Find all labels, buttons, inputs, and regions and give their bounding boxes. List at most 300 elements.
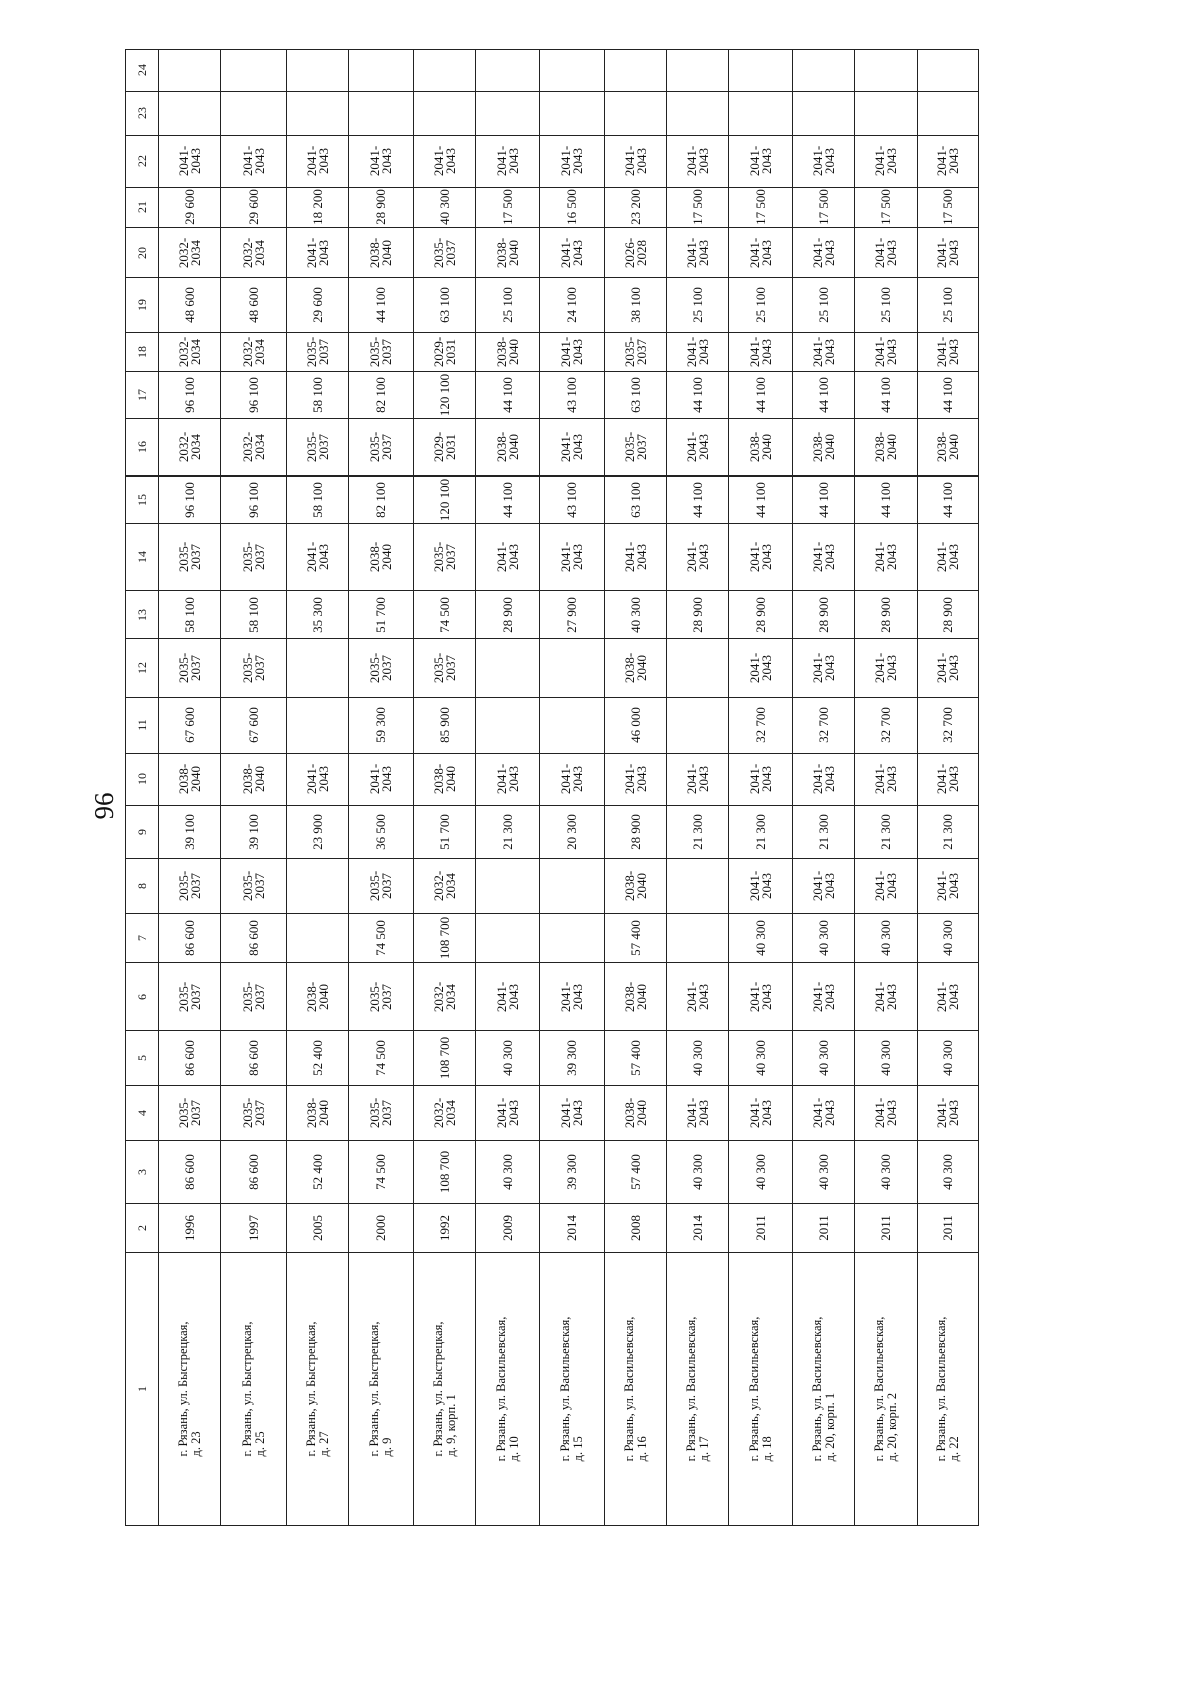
header-label: 15: [135, 493, 149, 506]
table-cell-r13-c24: [917, 49, 979, 92]
cell-value: 2035- 2037: [303, 336, 331, 367]
cell-value: 2032- 2034: [430, 1098, 458, 1129]
header-label: 17: [135, 388, 149, 401]
table-cell-r3-c14: [286, 523, 349, 591]
cell-value: 1992: [436, 1215, 452, 1242]
cell-value: 2041- 2043: [746, 981, 774, 1012]
table-cell-r9-c15: [666, 476, 729, 524]
table-cell-r3-c9: [286, 805, 349, 859]
table-cell-r7-c24: [539, 49, 605, 92]
cell-value: 2041- 2043: [683, 541, 711, 572]
table-cell-r13-c4: [917, 1085, 979, 1141]
table-cell-r11-c7: [792, 913, 855, 964]
cell-value: 35 300: [309, 596, 325, 633]
cell-value: 74 500: [373, 1154, 388, 1191]
table-cell-r2-c14: [220, 523, 287, 591]
table-cell-r5-c21: [413, 187, 476, 228]
table-cell-r12-c14: [854, 523, 918, 591]
table-cell-r1-c23: [158, 91, 221, 136]
cell-value: 2041- 2043: [621, 541, 649, 572]
cell-value: 52 400: [309, 1154, 325, 1191]
table-cell-r5-c1: [413, 1252, 476, 1526]
cell-value: 29 600: [181, 189, 197, 226]
table-cell-r10-c17: [728, 371, 793, 420]
table-cell-r7-c4: [539, 1085, 605, 1141]
table-cell-r10-c13: [728, 590, 793, 640]
cell-value: 23 900: [309, 813, 325, 850]
table-cell-r5-c4: [413, 1085, 476, 1141]
cell-value: 2041- 2043: [934, 870, 961, 901]
cell-value: 2011: [815, 1215, 831, 1242]
cell-value: 2041- 2043: [683, 1098, 711, 1129]
table-cell-r5-c20: [413, 227, 476, 278]
table-cell-r9-c9: [666, 805, 729, 859]
cell-value: 38 100: [627, 287, 643, 324]
table-cell-r13-c12: [917, 638, 979, 698]
table-cell-r4-c19: [348, 277, 414, 333]
cell-value: 23 200: [627, 189, 643, 226]
table-cell-r12-c5: [854, 1030, 918, 1086]
table-cell-r2-c15: [220, 476, 287, 524]
cell-value: 48 600: [181, 287, 197, 324]
table-cell-r2-c9: [220, 805, 287, 859]
cell-value: 2041- 2043: [558, 336, 585, 367]
cell-value: 17 500: [752, 189, 768, 226]
cell-value: 2041- 2043: [809, 763, 837, 795]
table-cell-r4-c17: [348, 371, 414, 420]
table-cell-r8-c1: [604, 1252, 667, 1526]
table-cell-r8-c21: [604, 187, 667, 228]
cell-value: 2035- 2037: [239, 1098, 267, 1129]
cell-value: 2038- 2040: [303, 981, 331, 1012]
table-cell-r3-c11: [286, 697, 349, 753]
table-cell-r13-c23: [917, 91, 979, 136]
table-cell-r4-c5: [348, 1030, 414, 1086]
cell-value: 2038- 2040: [872, 432, 899, 463]
cell-value: 25 100: [689, 287, 705, 324]
cell-value: 2035- 2037: [175, 653, 203, 684]
table-cell-r6-c4: [475, 1085, 540, 1141]
table-cell-r9-c18: [666, 332, 729, 372]
table-cell-r13-c16: [917, 418, 979, 476]
table-cell-r1-c8: [158, 858, 221, 914]
cell-value: 17 500: [499, 189, 515, 226]
table-cell-r11-c17: [792, 371, 855, 420]
cell-value: 21 300: [499, 813, 515, 850]
table-cell-r9-c24: [666, 49, 729, 92]
table-cell-r5-c2: [413, 1203, 476, 1253]
table-cell-r7-c10: [539, 753, 605, 806]
cell-value: 2011: [752, 1215, 768, 1242]
table-cell-r4-c21: [348, 187, 414, 228]
table-cell-r11-c22: [792, 135, 855, 188]
cell-value: 40 300: [940, 1039, 955, 1076]
cell-value: 2029- 2031: [430, 336, 458, 367]
table-cell-r13-c14: [917, 523, 979, 591]
table-cell-r12-c16: [854, 418, 918, 476]
cell-value: 2041- 2043: [558, 237, 585, 268]
table-cell-r6-c21: [475, 187, 540, 228]
cell-value: 40 300: [815, 1154, 831, 1191]
table-cell-r3-c24: [286, 49, 349, 92]
cell-value: 2041- 2043: [872, 763, 899, 795]
header-cell-17: [125, 371, 159, 420]
table-cell-r8-c18: [604, 332, 667, 372]
cell-value: 2041- 2043: [367, 763, 394, 795]
cell-value: 2038- 2040: [303, 1098, 331, 1129]
table-cell-r8-c4: [604, 1085, 667, 1141]
table-cell-r6-c15: [475, 476, 540, 524]
table-cell-r2-c13: [220, 590, 287, 640]
cell-value: 2011: [878, 1215, 893, 1242]
cell-value: 2041- 2043: [239, 145, 267, 177]
table-cell-r9-c12: [666, 638, 729, 698]
table-cell-r4-c24: [348, 49, 414, 92]
cell-value: 2035- 2037: [239, 981, 267, 1012]
table-cell-r4-c8: [348, 858, 414, 914]
table-cell-r9-c10: [666, 753, 729, 806]
cell-value: 36 500: [373, 813, 388, 850]
cell-value: 28 900: [627, 813, 643, 850]
table-cell-r12-c15: [854, 476, 918, 524]
cell-value: 2032- 2034: [175, 432, 203, 463]
cell-value: 2035- 2037: [621, 432, 649, 463]
cell-value: 32 700: [878, 707, 893, 744]
table-cell-r11-c11: [792, 697, 855, 753]
cell-value: 2041- 2043: [493, 1098, 521, 1129]
cell-value: 2041- 2043: [430, 145, 458, 177]
table-cell-r5-c9: [413, 805, 476, 859]
cell-value: 44 100: [752, 481, 768, 518]
table-cell-r7-c5: [539, 1030, 605, 1086]
header-cell-8: [125, 858, 159, 914]
cell-value: 86 600: [245, 1154, 261, 1191]
table-cell-r9-c6: [666, 962, 729, 1030]
cell-value: 86 600: [245, 1039, 261, 1076]
cell-value: 25 100: [815, 287, 831, 324]
header-cell-16: [125, 418, 159, 476]
table-cell-r1-c13: [158, 590, 221, 640]
cell-value: 2011: [940, 1215, 955, 1242]
table-cell-r2-c24: [220, 49, 287, 92]
cell-value: 39 300: [564, 1039, 579, 1076]
table-cell-r10-c10: [728, 753, 793, 806]
table-cell-r7-c12: [539, 638, 605, 698]
table-cell-r9-c4: [666, 1085, 729, 1141]
table-cell-r13-c9: [917, 805, 979, 859]
cell-value: 25 100: [878, 287, 893, 324]
cell-value: 57 400: [627, 1154, 643, 1191]
cell-value: 86 600: [181, 1154, 197, 1191]
table-cell-r12-c12: [854, 638, 918, 698]
cell-value: 2041- 2043: [558, 145, 585, 177]
cell-value: 2038- 2040: [934, 432, 961, 463]
header-cell-1: [125, 1252, 159, 1526]
cell-value: 2035- 2037: [430, 541, 458, 572]
cell-value: 82 100: [373, 481, 388, 518]
cell-value: 96 100: [245, 377, 261, 413]
cell-value: 20 300: [564, 813, 579, 850]
table-cell-r11-c10: [792, 753, 855, 806]
cell-value: 2035- 2037: [367, 981, 394, 1012]
table-cell-r6-c5: [475, 1030, 540, 1086]
table-cell-r6-c20: [475, 227, 540, 278]
table-cell-r3-c1: [286, 1252, 349, 1526]
cell-value: 44 100: [878, 377, 893, 413]
table-cell-r4-c20: [348, 227, 414, 278]
header-cell-22: [125, 135, 159, 188]
table-cell-r7-c6: [539, 962, 605, 1030]
cell-value: 28 900: [499, 596, 515, 633]
cell-value: 2041- 2043: [303, 541, 331, 572]
cell-value: 2041- 2043: [746, 145, 774, 177]
table-cell-r9-c7: [666, 913, 729, 964]
table-cell-r13-c8: [917, 858, 979, 914]
table-cell-r3-c12: [286, 638, 349, 698]
header-cell-19: [125, 277, 159, 333]
table-cell-r3-c18: [286, 332, 349, 372]
table-cell-r8-c3: [604, 1140, 667, 1204]
cell-value: 2035- 2037: [367, 336, 394, 367]
cell-value: 2041- 2043: [683, 981, 711, 1012]
cell-value: 57 400: [627, 920, 643, 957]
table-cell-r3-c16: [286, 418, 349, 476]
table-cell-r6-c22: [475, 135, 540, 188]
table-cell-r1-c7: [158, 913, 221, 964]
table-cell-r2-c6: [220, 962, 287, 1030]
cell-value: г. Рязань, ул. Быстрецкая, д. 9: [367, 1321, 394, 1457]
cell-value: г. Рязань, ул. Васильевская, д. 15: [558, 1316, 585, 1462]
cell-value: 2035- 2037: [303, 432, 331, 463]
table-cell-r2-c1: [220, 1252, 287, 1526]
cell-value: 2032- 2034: [239, 336, 267, 367]
cell-value: 2014: [689, 1215, 705, 1242]
cell-value: 2041- 2043: [934, 653, 961, 684]
table-cell-r10-c6: [728, 962, 793, 1030]
cell-value: 2008: [627, 1215, 643, 1242]
cell-value: г. Рязань, ул. Быстрецкая, д. 9, корп. 1: [430, 1321, 458, 1457]
table-cell-r11-c20: [792, 227, 855, 278]
cell-value: 2041- 2043: [809, 1098, 837, 1129]
table-cell-r11-c5: [792, 1030, 855, 1086]
cell-value: 2005: [309, 1215, 325, 1242]
table-cell-r1-c1: [158, 1252, 221, 1526]
table-cell-r11-c15: [792, 476, 855, 524]
cell-value: 2035- 2037: [430, 653, 458, 684]
header-cell-20: [125, 227, 159, 278]
header-cell-21: [125, 187, 159, 228]
table-cell-r12-c21: [854, 187, 918, 228]
cell-value: 51 700: [436, 813, 452, 850]
cell-value: 2041- 2043: [746, 336, 774, 367]
cell-value: 40 300: [627, 596, 643, 633]
header-label: 23: [135, 107, 149, 120]
cell-value: г. Рязань, ул. Быстрецкая, д. 25: [239, 1321, 267, 1457]
header-cell-6: [125, 962, 159, 1030]
table-cell-r7-c14: [539, 523, 605, 591]
table-cell-r6-c14: [475, 523, 540, 591]
cell-value: 2041- 2043: [934, 336, 961, 367]
table-cell-r1-c4: [158, 1085, 221, 1141]
header-cell-23: [125, 91, 159, 136]
table-cell-r2-c19: [220, 277, 287, 333]
cell-value: 52 400: [309, 1039, 325, 1076]
cell-value: 44 100: [815, 377, 831, 413]
table-cell-r7-c17: [539, 371, 605, 420]
cell-value: 86 600: [181, 920, 197, 957]
table-cell-r5-c15: [413, 476, 476, 524]
table-cell-r1-c17: [158, 371, 221, 420]
table-cell-r9-c23: [666, 91, 729, 136]
table-cell-r13-c18: [917, 332, 979, 372]
table-cell-r3-c8: [286, 858, 349, 914]
cell-value: 44 100: [499, 481, 515, 518]
table-cell-r11-c9: [792, 805, 855, 859]
table-cell-r6-c3: [475, 1140, 540, 1204]
cell-value: 2041- 2043: [683, 336, 711, 367]
cell-value: 2041- 2043: [175, 145, 203, 177]
cell-value: 2041- 2043: [934, 145, 961, 177]
table-cell-r12-c8: [854, 858, 918, 914]
table-cell-r8-c23: [604, 91, 667, 136]
cell-value: 58 100: [309, 481, 325, 518]
table-cell-r12-c7: [854, 913, 918, 964]
table-cell-r5-c14: [413, 523, 476, 591]
cell-value: 2035- 2037: [175, 981, 203, 1012]
cell-value: 16 500: [564, 189, 579, 226]
header-label: 7: [135, 935, 149, 942]
table-cell-r11-c2: [792, 1203, 855, 1253]
cell-value: 44 100: [499, 377, 515, 413]
table-cell-r6-c16: [475, 418, 540, 476]
cell-value: 2041- 2043: [621, 763, 649, 795]
cell-value: 40 300: [752, 1039, 768, 1076]
cell-value: 2026- 2028: [621, 237, 649, 268]
cell-value: 40 300: [940, 920, 955, 957]
table-cell-r12-c9: [854, 805, 918, 859]
cell-value: 2041- 2043: [809, 145, 837, 177]
cell-value: 25 100: [940, 287, 955, 324]
table-cell-r5-c12: [413, 638, 476, 698]
table-cell-r3-c3: [286, 1140, 349, 1204]
cell-value: 74 500: [436, 596, 452, 633]
cell-value: 2041- 2043: [872, 653, 899, 684]
cell-value: 108 700: [436, 917, 452, 960]
table-cell-r5-c23: [413, 91, 476, 136]
table-cell-r11-c21: [792, 187, 855, 228]
table-cell-r3-c21: [286, 187, 349, 228]
cell-value: 82 100: [373, 377, 388, 413]
cell-value: 2038- 2040: [239, 763, 267, 795]
cell-value: 2041- 2043: [746, 653, 774, 684]
table-cell-r13-c22: [917, 135, 979, 188]
table-cell-r4-c16: [348, 418, 414, 476]
table-cell-r11-c18: [792, 332, 855, 372]
cell-value: 44 100: [373, 287, 388, 324]
header-label: 1: [135, 1386, 149, 1393]
table-cell-r2-c23: [220, 91, 287, 136]
cell-value: 39 300: [564, 1154, 579, 1191]
table-cell-r13-c13: [917, 590, 979, 640]
table-cell-r5-c5: [413, 1030, 476, 1086]
header-cell-18: [125, 332, 159, 372]
cell-value: г. Рязань, ул. Быстрецкая, д. 27: [303, 1321, 331, 1457]
cell-value: 2035- 2037: [239, 870, 267, 901]
table-cell-r13-c6: [917, 962, 979, 1030]
table-cell-r4-c12: [348, 638, 414, 698]
table-cell-r7-c7: [539, 913, 605, 964]
cell-value: 17 500: [815, 189, 831, 226]
table-cell-r2-c21: [220, 187, 287, 228]
cell-value: 96 100: [181, 377, 197, 413]
cell-value: 2041- 2043: [934, 541, 961, 572]
cell-value: 44 100: [815, 481, 831, 518]
table-cell-r9-c5: [666, 1030, 729, 1086]
cell-value: 2038- 2040: [493, 336, 521, 367]
table-cell-r10-c20: [728, 227, 793, 278]
cell-value: г. Рязань, ул. Васильевская, д. 16: [621, 1316, 649, 1462]
cell-value: 29 600: [245, 189, 261, 226]
table-cell-r10-c19: [728, 277, 793, 333]
table-cell-r3-c7: [286, 913, 349, 964]
table-cell-r7-c22: [539, 135, 605, 188]
table-cell-r7-c3: [539, 1140, 605, 1204]
cell-value: 2041- 2043: [558, 432, 585, 463]
table-cell-r13-c3: [917, 1140, 979, 1204]
table-cell-r4-c18: [348, 332, 414, 372]
cell-value: 2041- 2043: [809, 653, 837, 684]
cell-value: 57 400: [627, 1039, 643, 1076]
table-cell-r12-c4: [854, 1085, 918, 1141]
cell-value: 40 300: [499, 1039, 515, 1076]
cell-value: 44 100: [752, 377, 768, 413]
table-cell-r13-c15: [917, 476, 979, 524]
cell-value: 43 100: [564, 377, 579, 413]
cell-value: 17 500: [689, 189, 705, 226]
table-cell-r12-c11: [854, 697, 918, 753]
table-cell-r9-c14: [666, 523, 729, 591]
cell-value: 2041- 2043: [934, 237, 961, 268]
table-cell-r2-c20: [220, 227, 287, 278]
table-cell-r8-c9: [604, 805, 667, 859]
cell-value: 2038- 2040: [621, 653, 649, 684]
cell-value: 2041- 2043: [493, 145, 521, 177]
table-cell-r9-c20: [666, 227, 729, 278]
cell-value: 2035- 2037: [367, 1098, 394, 1129]
cell-value: 44 100: [940, 377, 955, 413]
table-cell-r8-c5: [604, 1030, 667, 1086]
cell-value: 2009: [499, 1215, 515, 1242]
table-cell-r10-c22: [728, 135, 793, 188]
header-cell-7: [125, 913, 159, 964]
cell-value: 2041- 2043: [621, 145, 649, 177]
cell-value: 86 600: [245, 920, 261, 957]
cell-value: 40 300: [940, 1154, 955, 1191]
cell-value: 2041- 2043: [493, 763, 521, 795]
cell-value: г. Рязань, ул. Васильевская, д. 10: [493, 1316, 521, 1462]
table-cell-r8-c13: [604, 590, 667, 640]
table-cell-r6-c13: [475, 590, 540, 640]
cell-value: 2041- 2043: [493, 981, 521, 1012]
table-cell-r11-c6: [792, 962, 855, 1030]
cell-value: 74 500: [373, 920, 388, 957]
table-cell-r5-c7: [413, 913, 476, 964]
table-cell-r7-c15: [539, 476, 605, 524]
table-cell-r4-c13: [348, 590, 414, 640]
cell-value: 63 100: [436, 287, 452, 324]
table-cell-r3-c23: [286, 91, 349, 136]
cell-value: 85 900: [436, 707, 452, 744]
